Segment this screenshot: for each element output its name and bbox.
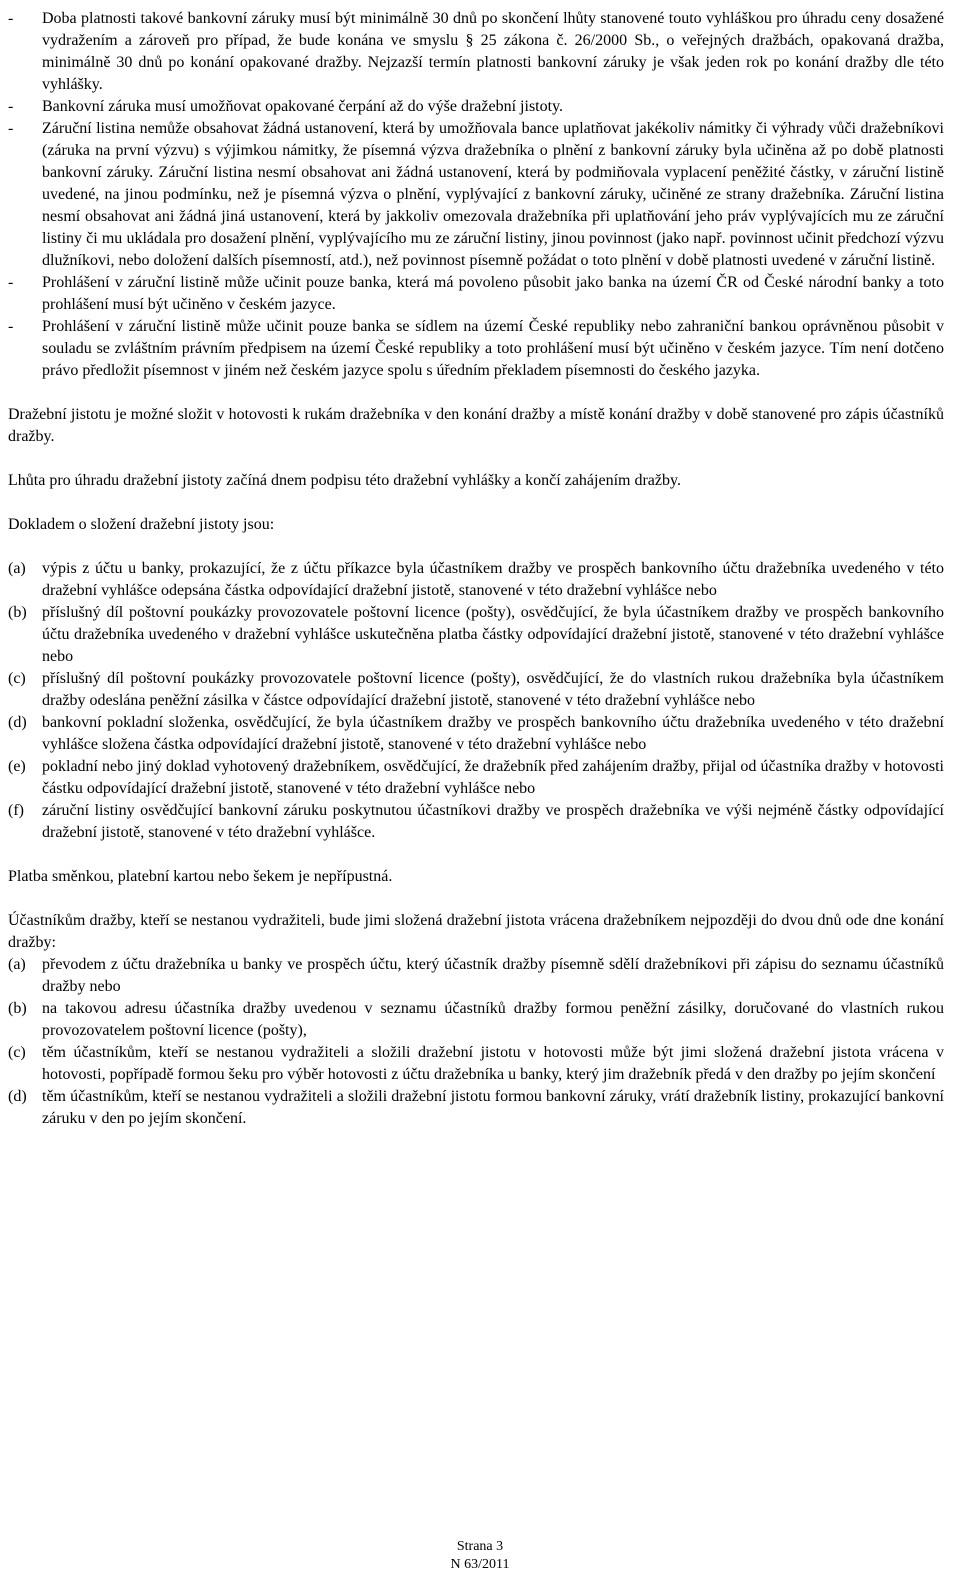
forbidden-payment-paragraph: Platba směnkou, platební kartou nebo šekem je nepřípustná. [8, 868, 393, 885]
list-item-text: příslušný díl poštovní poukázky provozovatele poštovní licence (pošty), osvědčující, že byla účastníkem dražby ve prospěch bankovního účtu dražebníka uvedeného v dražební vyhlášce uskutečněna platba částky odpovídající dražební jistotě, stanovené v této dražební vyhlášce nebo [42, 604, 944, 665]
list-item-text: Doba platnosti takové bankovní záruky musí být minimálně 30 dnů po skončení lhůty stanovené touto vyhláškou pro úhradu ceny dosažené vydražením a zároveň pro případ, že bude konána ve smyslu § 25 zákona č. 26/2000 Sb., o veřejných dražbách, opakovaná dražba, minimálně 30 dnů po konání opakované dražby. Nejzazší termín platnosti bankovní záruky je však jeden rok po konání dražby dle této vyhlášky. [42, 10, 944, 93]
list-item-marker: (b) [8, 604, 27, 621]
list-item [8, 316, 944, 382]
document-page [8, 8, 944, 1130]
guarantee-conditions-list [8, 8, 944, 382]
bullet-dash: - [8, 98, 14, 115]
list-item [8, 8, 944, 96]
list-item-text: bankovní pokladní složenka, osvědčující, že byla účastníkem dražby ve prospěch bankovního účtu dražebníka uvedeného v této dražební vyhlášce složena částka odpovídající dražební jistotě, stanovené v této dražební vyhlášce nebo [42, 714, 944, 753]
proof-list [8, 558, 944, 844]
list-item-marker: (c) [8, 670, 26, 687]
page-number: Strana 3 [456, 1539, 504, 1554]
bullet-dash: - [8, 274, 14, 291]
list-item [8, 96, 944, 118]
list-item [8, 602, 944, 668]
bullet-dash: - [8, 318, 14, 335]
list-item-marker: (e) [8, 758, 26, 775]
list-item-text: příslušný díl poštovní poukázky provozovatele poštovní licence (pošty), osvědčující, že do vlastních rukou dražebníka byla účastníkem dražby odeslána peněžní zásilka v částce odpovídající dražební jistotě, stanovené v této dražební vyhlášce nebo [42, 670, 944, 709]
list-item-marker: (a) [8, 560, 26, 577]
bullet-dash: - [8, 120, 14, 137]
list-item-text: Prohlášení v záruční listině může učinit pouze banka, která má povoleno působit jako banka na území ČR od České národní banky a toto prohlášení musí být učiněno v českém jazyce. [42, 274, 944, 313]
document-reference: N 63/2011 [450, 1557, 510, 1572]
list-item-text: záruční listiny osvědčující bankovní záruku poskytnutou účastníkovi dražby ve prospěch dražebníka ve výši nejméně částky odpovídající dražební jistotě, stanovené v této dražební vyhlášce. [42, 802, 944, 841]
list-item [8, 1086, 944, 1130]
list-item [8, 558, 944, 602]
list-item-marker: (d) [8, 1088, 27, 1105]
list-item-marker: (a) [8, 956, 26, 973]
bullet-dash: - [8, 10, 14, 27]
list-item-text: na takovou adresu účastníka dražby uvedenou v seznamu účastníků dražby formou peněžní zásilky, doručované do vlastních rukou provozovatelem poštovní licence (pošty), [42, 1000, 944, 1039]
page-footer [0, 1538, 960, 1574]
list-item-text: Záruční listina nemůže obsahovat žádná ustanovení, která by umožňovala bance uplatňovat jakékoliv námitky či výhrady vůči dražebníkovi (záruka na první výzvu) s výjimkou námitky, že písemná výzva dražebníka o plnění z bankovní záruky byla učiněna až po době platnosti bankovní záruky. Záruční listina nesmí obsahovat ani žádná ustanovení, která by podmiňovala vyplacení peněžité částky, v záruční listině uvedené, na jinou podmínku, než je písemná výzva o plnění, vyplývající z bankovní záruky, učiněné ze strany dražebníka. Záruční listina nesmí obsahovat ani žádná jiná ustanovení, která by jakkoliv omezovala dražebníka při uplatňování jeho práv vyplývajících mu ze záruční listiny či mu ukládala pro dosažení plnění, vyplývajícího mu ze záruční listiny, jinou povinnost (jako např. povinnost učinit předchozí výzvu dlužníkovi, nebo doložení dalších písemností, atd.), než povinnost písemně požádat o toto plnění v době platnosti uvedené v záruční listině. [42, 120, 944, 269]
list-item-marker: (d) [8, 714, 27, 731]
proof-heading: Dokladem o složení dražební jistoty jsou: [8, 516, 275, 533]
list-item [8, 272, 944, 316]
list-item-text: výpis z účtu u banky, prokazující, že z účtu příkazce byla účastníkem dražby ve prospěch bankovního účtu dražebníka uvedeného v této dražební vyhlášce odepsána částka odpovídající dražební jistotě, stanovené v této dražební vyhlášce nebo [42, 560, 944, 599]
list-item-marker: (b) [8, 1000, 27, 1017]
list-item [8, 756, 944, 800]
list-item [8, 954, 944, 998]
refund-list [8, 954, 944, 1130]
deadline-paragraph: Lhůta pro úhradu dražební jistoty začíná dnem podpisu této dražební vyhlášky a končí zahájením dražby. [8, 472, 681, 489]
list-item-marker: (c) [8, 1044, 26, 1061]
list-item-marker: (f) [8, 802, 24, 819]
list-item [8, 800, 944, 844]
list-item-text: převodem z účtu dražebníka u banky ve prospěch účtu, který účastník dražby písemně sdělí dražebníkovi při zápisu do seznamu účastníků dražby nebo [42, 956, 944, 995]
refund-intro: Účastníkům dražby, kteří se nestanou vydražiteli, bude jimi složená dražební jistota vrácena dražebníkem nejpozději do dvou dnů ode dne konání dražby: [8, 912, 944, 951]
list-item-text: Bankovní záruka musí umožňovat opakované čerpání až do výše dražební jistoty. [42, 98, 564, 115]
list-item [8, 998, 944, 1042]
list-item [8, 712, 944, 756]
list-item-text: těm účastníkům, kteří se nestanou vydražiteli a složili dražební jistotu v hotovosti může být jimi složená dražební jistota vrácena v hotovosti, popřípadě formou šeku pro výběr hotovosti z účtu dražebníka u banky, který jim dražebník předá v den dražby po jejím skončení [42, 1044, 944, 1083]
list-item-text: pokladní nebo jiný doklad vyhotovený dražebníkem, osvědčující, že dražebník před zahájením dražby, přijal od účastníka dražby v hotovosti částku odpovídající dražební jistotě, stanovené v této dražební vyhlášce nebo [42, 758, 944, 797]
list-item [8, 1042, 944, 1086]
list-item-text: Prohlášení v záruční listině může učinit pouze banka se sídlem na území České republiky nebo zahraniční bankou oprávněnou působit v souladu se zvláštním právním předpisem na území České republiky a toto prohlášení musí být učiněno v českém jazyce. Tím není dotčeno právo předložit písemnost v jiném než českém jazyce spolu s úředním překladem písemnosti do českého jazyka. [42, 318, 944, 379]
list-item-text: těm účastníkům, kteří se nestanou vydražiteli a složili dražební jistotu formou bankovní záruky, vrátí dražebník listiny, prokazující bankovní záruku v den po jejím skončení. [42, 1088, 944, 1127]
list-item [8, 118, 944, 272]
list-item [8, 668, 944, 712]
cash-deposit-paragraph: Dražební jistotu je možné složit v hotovosti k rukám dražebníka v den konání dražby a místě konání dražby v době stanovené pro zápis účastníků dražby. [8, 406, 944, 445]
